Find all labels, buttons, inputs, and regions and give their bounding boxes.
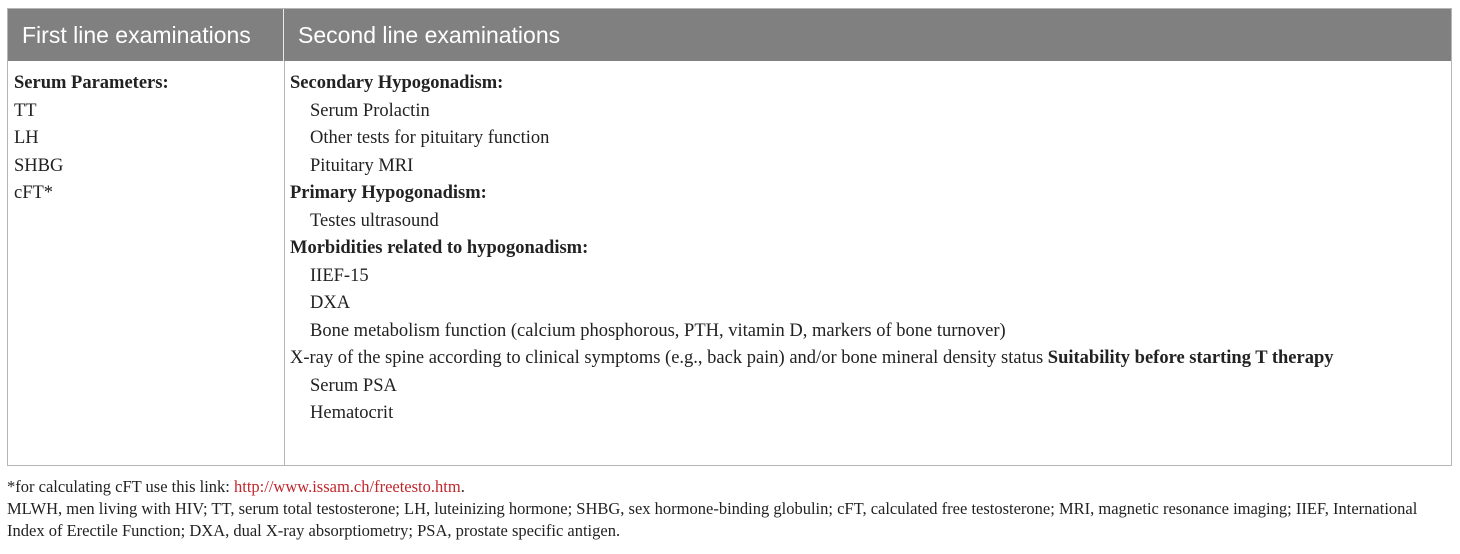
list-item: LH	[14, 128, 39, 148]
serum-parameters-heading: Serum Parameters:	[14, 73, 169, 93]
first-line-column	[14, 70, 264, 208]
list-item: Serum Prolactin	[310, 100, 430, 121]
list-item: Pituitary MRI	[310, 155, 414, 176]
second-line-column	[290, 70, 1410, 428]
table-footnotes	[7, 476, 1457, 542]
suitability-heading: Suitability before starting T therapy	[1047, 348, 1334, 368]
list-item: IIEF-15	[310, 265, 369, 286]
primary-hypogonadism-heading: Primary Hypogonadism:	[290, 183, 487, 203]
list-item: Other tests for pituitary function	[310, 128, 550, 148]
footnote-text: *for calculating cFT use this link:	[7, 477, 234, 496]
list-item: Bone metabolism function (calcium phosphorous, PTH, vitamin D, markers of bone turnover)	[310, 320, 1006, 341]
table-header-row	[8, 9, 1451, 61]
cft-footnote	[7, 476, 1457, 498]
morbidities-heading: Morbidities related to hypogonadism:	[290, 238, 589, 258]
list-item: Hematocrit	[310, 403, 394, 423]
list-item: TT	[14, 100, 37, 121]
list-item: SHBG	[14, 155, 64, 176]
header-second-line: Second line examinations	[298, 22, 561, 48]
header-first-line: First line examinations	[8, 9, 284, 61]
footnote-period: .	[460, 477, 465, 496]
list-item: DXA	[310, 293, 351, 313]
xray-paragraph	[290, 345, 1410, 373]
list-item: cFT*	[14, 183, 54, 203]
secondary-hypogonadism-heading: Secondary Hypogonadism:	[290, 73, 504, 93]
list-item: Testes ultrasound	[310, 210, 439, 231]
xray-text: X-ray of the spine according to clinical symptoms (e.g., back pain) and/or bone mineral density status	[290, 348, 1048, 368]
freetesto-link[interactable]: http://www.issam.ch/freetesto.htm	[234, 477, 461, 496]
column-divider	[284, 61, 285, 466]
abbreviations-footnote: MLWH, men living with HIV; TT, serum total testosterone; LH, luteinizing hormone; SHBG, sex hormone-binding globulin; cFT, calculated free testosterone; MRI, magnetic resonance imaging; IIEF, International Index of Erectile Function; DXA, dual X-ray absorptiometry; PSA, prostate specific antigen.	[7, 499, 1418, 540]
list-item: Serum PSA	[310, 375, 397, 396]
